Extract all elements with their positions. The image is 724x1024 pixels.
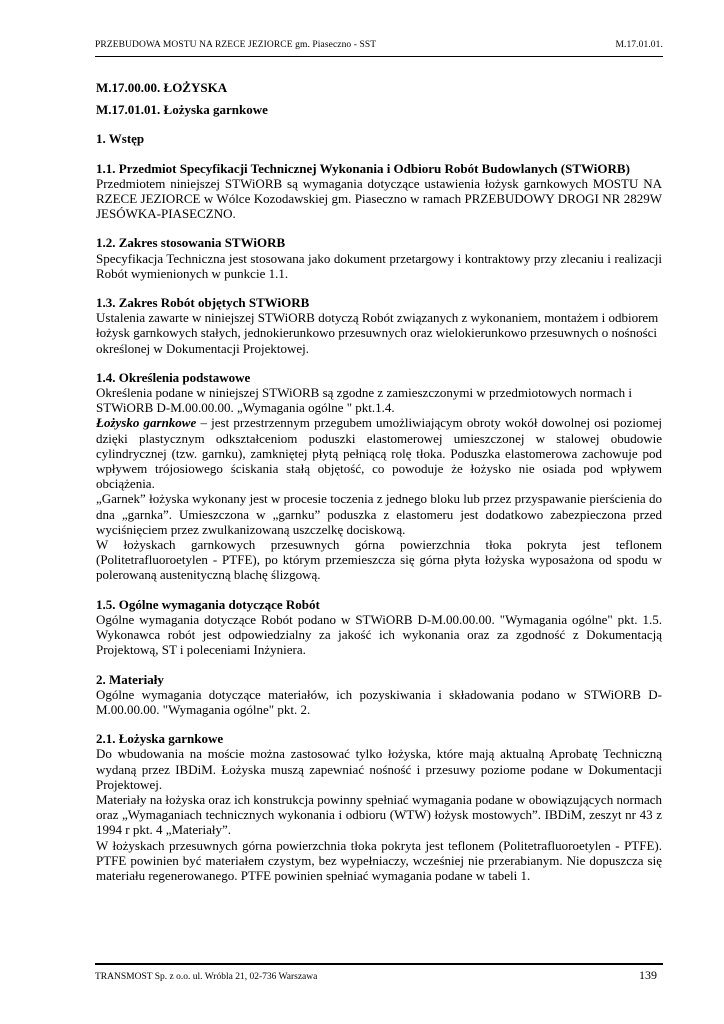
section-body-2-1-p3: W łożyskach przesuwnych górna powierzchnia tłoka pokryta jest teflonem (Politetrafluoroetylen - PTFE). PTFE powinien być materiałem czystym, bez wypełniaczy, wcześniej nie przerabianym. Nie dopuszcza się materiału regenerowanego. PTFE powinien spełniać wymagania podane w tabeli 1. xyxy=(96,837,662,883)
section-body-1-3: Ustalenia zawarte w niniejszej STWiORB dotyczą Robót związanych z wykonaniem, montażem i odbiorem łożysk garnkowych stałych, jednokierunkowo przesuwnych oraz wielokierunkowo przesuwnych o nośności określonej w Dokumentacji Projektowej. xyxy=(96,310,659,356)
section-heading-1-5: 1.5. Ogólne wymagania dotyczące Robót xyxy=(96,596,320,612)
definition-text: – jest przestrzennym przegubem umożliwiającym obroty wokół dowolnej osi poziomej dzięki plastycznym odkształceniom poduszki elastomerowej umieszczonej w stalowej obudowie cylindrycznej (tzw. garnku), zamkniętej płytą pełniącą rolę tłoka. Poduszka elastomerowa zachowuje pod wpływem trójosiowego ściskania stałą objętość, co powoduje że łożysko nie osiada pod wpływem obciążenia. xyxy=(96,415,662,492)
footer-divider xyxy=(95,963,663,965)
section-heading-1-1: 1.1. Przedmiot Specyfikacji Technicznej Wykonania i Odbioru Robót Budowlanych (STWiORB) xyxy=(96,160,630,176)
section-body-2-1-p2: Materiały na łożyska oraz ich konstrukcja powinny spełniać wymagania podane w obowiązujących normach oraz „Wymaganiach technicznych wykonania i odbioru (WTW) łożysk mostowych”. IBDiM, zeszyt nr 43 z 1994 r pkt. 4 „Materiały”. xyxy=(96,791,662,838)
document-title: M.17.00.00. ŁOŻYSKA xyxy=(96,80,228,95)
section-body-1-2: Specyfikacja Techniczna jest stosowana jako dokument przetargowy i kontraktowy przy zlecaniu i realizacji Robót wymienionych w punkcie 1.1. xyxy=(96,250,662,281)
definition-paragraph xyxy=(96,415,662,491)
section-heading-1-4: 1.4. Określenia podstawowe xyxy=(96,369,251,385)
section-heading-2-1: 2.1. Łożyska garnkowe xyxy=(96,731,224,747)
footer-company: TRANSMOST Sp. z o.o. ul. Wróbla 21, 02-736 Warszawa xyxy=(95,972,318,982)
section-heading-1: 1. Wstęp xyxy=(96,131,145,147)
section-body-1-4-p3: „Garnek” łożyska wykonany jest w procesie toczenia z jednego bloku lub przez przyspawanie pierścienia do dna „garnka”. Umieszczona w „garnku” poduszka z elastomeru jest dodatkowo zabezpieczona przed wyciśnięciem przez zwulkanizowaną uszczelkę dociskową. xyxy=(96,491,662,537)
document-subtitle: M.17.01.01. Łożyska garnkowe xyxy=(96,102,268,118)
section-body-2: Ogólne wymagania dotyczące materiałów, ich pozyskiwania i składowania podano w STWiORB D-M.00.00.00. "Wymagania ogólne" pkt. 2. xyxy=(96,686,662,717)
section-heading-2: 2. Materiały xyxy=(96,671,164,687)
section-heading-1-2: 1.2. Zakres stosowania STWiORB xyxy=(96,235,286,251)
page-header xyxy=(95,40,663,50)
section-heading-1-3: 1.3. Zakres Robót objętych STWiORB xyxy=(96,295,310,311)
header-title: PRZEBUDOWA MOSTU NA RZECE JEZIORCE gm. Piaseczno - SST xyxy=(95,40,377,50)
document-body xyxy=(96,80,662,883)
section-body-1-5: Ogólne wymagania dotyczące Robót podano w STWiORB D-M.00.00.00. "Wymagania ogólne" pkt. 1.5. Wykonawca robót jest odpowiedzialny za jakość ich wykonania oraz za zgodność z Dokumentacją Projektową, ST i poleceniami Inżyniera. xyxy=(96,611,662,658)
header-doc-code: M.17.01.01. xyxy=(615,40,663,50)
page-number: 139 xyxy=(639,968,657,982)
section-body-1-4-p4: W łożyskach garnkowych przesuwnych górna powierzchnia tłoka pokryta jest teflonem (Politetrafluoroetylen - PTFE), po którym przemieszcza się górna płyta łożyska wyposażona od spodu w polerowaną austenityczną blachę ślizgową. xyxy=(96,537,662,583)
defined-term: Łożysko garnkowe xyxy=(96,415,197,431)
header-divider xyxy=(95,56,663,57)
section-body-1-4: Określenia podane w niniejszej STWiORB są zgodne z zamieszczonymi w przedmiotowych normach i STWiORB D-M.00.00.00. „Wymagania ogólne " pkt.1.4. xyxy=(96,385,632,416)
section-body-2-1-p1: Do wbudowania na moście można zastosować tylko łożyska, które mają aktualną Aprobatę Techniczną wydaną przez IBDiM. Łożyska muszą zapewniać nośność i przesuwy poziome podane w Dokumentacji Projektowej. xyxy=(96,746,662,792)
page-footer xyxy=(95,968,663,983)
section-body-1-1: Przedmiotem niniejszej STWiORB są wymagania dotyczące ustawienia łożysk garnkowych MOSTU NA RZECE JEZIORCE w Wólce Kozodawskiej gm. Piaseczno w ramach PRZEBUDOWY DROGI NR 2829W JESÓWKA-PIASECZNO. xyxy=(96,175,662,222)
